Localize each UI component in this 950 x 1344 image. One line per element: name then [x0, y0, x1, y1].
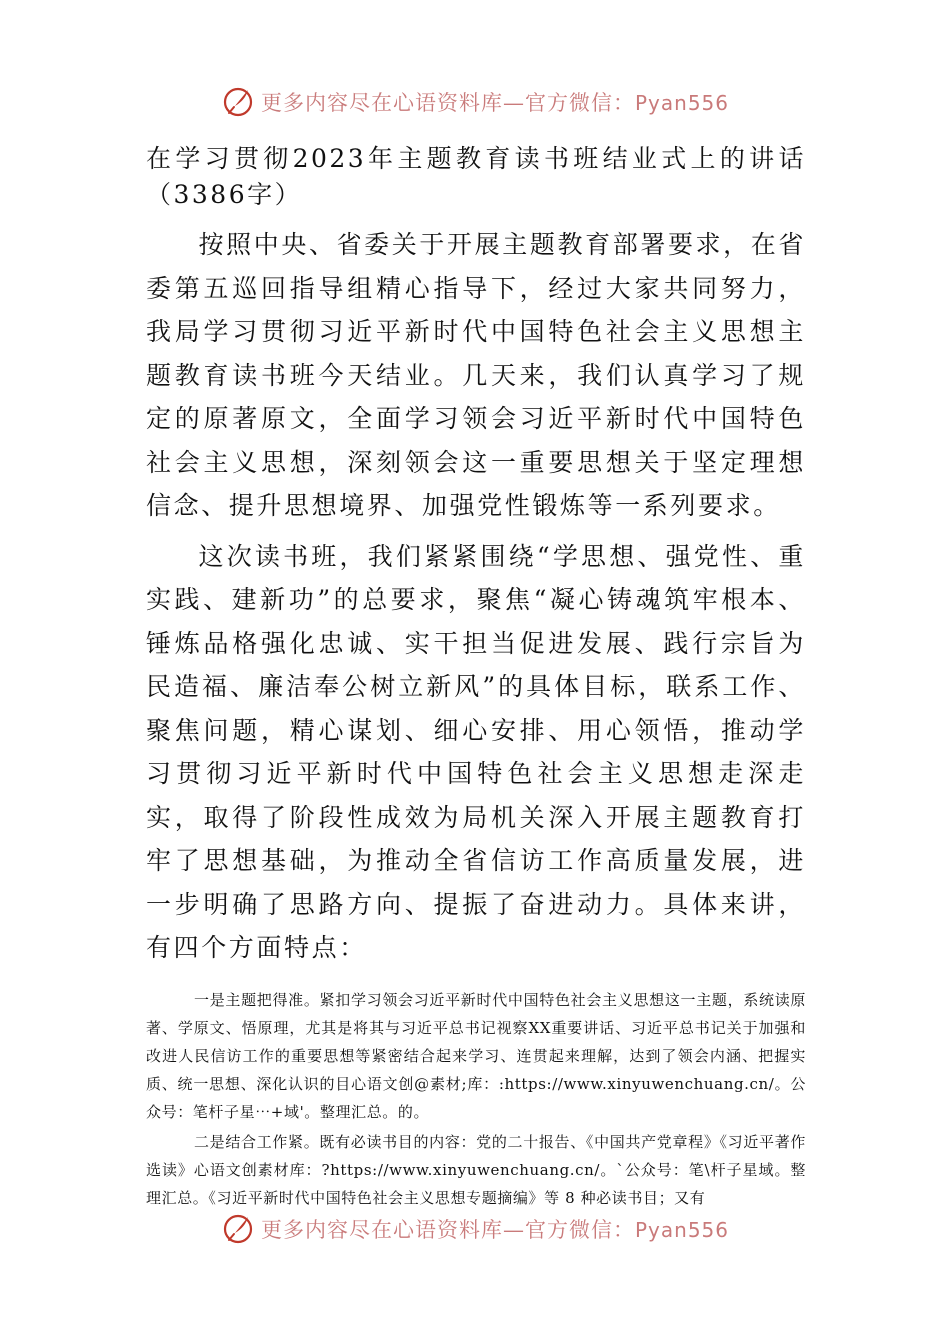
header-banner [0, 82, 950, 122]
header-banner-wechat: Pyan556 [634, 91, 729, 115]
quill-pen-circle-icon [221, 1212, 255, 1246]
header-banner-inner [221, 85, 729, 119]
footer-banner-wechat: Pyan556 [634, 1218, 729, 1242]
header-banner-text [261, 87, 729, 117]
small-paragraph-1: 一是主题把得准。紧扣学习领会习近平新时代中国特色社会主义思想这一主题，系统读原著、学原文、悟原理，尤其是将其与习近平总书记视察XX重要讲话、习近平总书记关于加强和改进人民信访工作的重要思想等紧密结合起来学习、连贯起来理解，达到了领会内涵、把握实质、统一思想、深化认识的目心语文创@素材;库：:https://www.xinyuwenchuang.cn/。公众号：笔杆子星⋯+域'。整理汇总。的。 [146, 990, 806, 1121]
small-paragraph-2: 二是结合工作紧。既有必读书目的内容：党的二十报告、《中国共产党章程》《习近平著作选读》心语文创素材库：?https://www.xinyuwenchuang.cn/。`公众号：笔\杆子星域。整理汇总。《习近平新时代中国特色社会主义思想专题摘编》等 8 种必读书目；又有 [146, 1132, 806, 1207]
header-banner-label: 更多内容尽在心语资料库—官方微信： [260, 91, 635, 115]
quill-pen-circle-icon [221, 85, 255, 119]
document-body [146, 141, 806, 1212]
footer-banner-label: 更多内容尽在心语资料库—官方微信： [260, 1218, 635, 1242]
document-title: 在学习贯彻2023年主题教育读书班结业式上的讲话（3386字） [146, 144, 806, 209]
body-paragraph-2: 这次读书班，我们紧紧围绕“学思想、强党性、重实践、建新功”的总要求，聚焦“凝心铸魂筑牢根本、锤炼品格强化忠诚、实干担当促进发展、践行宗旨为民造福、廉洁奉公树立新风”的具体目标，联系工作、聚焦问题，精心谋划、细心安排、用心领悟，推动学习贯彻习近平新时代中国特色社会主义思想走深走实，取得了阶段性成效为局机关深入开展主题教育打牢了思想基础，为推动全省信访工作高质量发展，进一步明确了思路方向、提振了奋进动力。具体来讲，有四个方面特点： [146, 541, 806, 962]
footer-banner-inner [221, 1212, 729, 1246]
footer-banner [0, 1209, 950, 1249]
body-paragraph-1: 按照中央、省委关于开展主题教育部署要求，在省委第五巡回指导组精心指导下，经过大家共同努力，我局学习贯彻习近平新时代中国特色社会主义思想主题教育读书班今天结业。几天来，我们认真学习了规定的原著原文，全面学习领会习近平新时代中国特色社会主义思想，深刻领会这一重要思想关于坚定理想信念、提升思想境界、加强党性锻炼等一系列要求。 [146, 230, 806, 520]
footer-banner-text [261, 1214, 729, 1244]
